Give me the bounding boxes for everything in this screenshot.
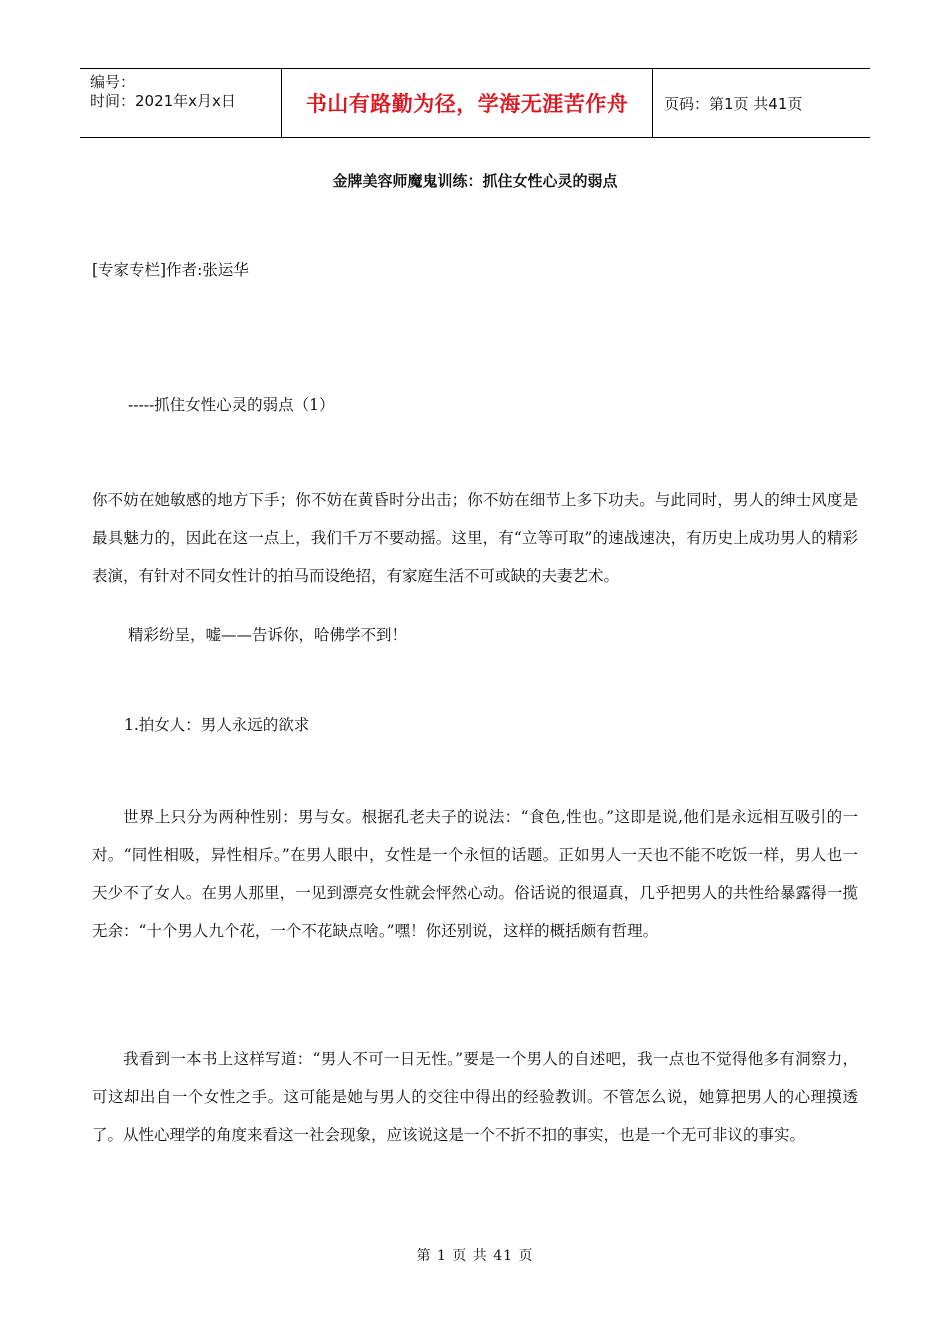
header-meta (90, 73, 280, 111)
header-page-info: 页码：第1页 共41页 (664, 94, 803, 113)
header-divider (652, 69, 653, 137)
byline: [专家专栏]作者:张运华 (92, 261, 249, 279)
time-label: 时间：2021年x月x日 (90, 92, 236, 110)
paragraph: 你不妨在她敏感的地方下手；你不妨在黄昏时分出击；你不妨在细节上多下功夫。与此同时，男人的绅士风度是最具魅力的，因此在这一点上，我们千万不要动摇。这里，有“立等可取”的速战速决，有历史上成功男人的精彩表演，有针对不同女性计的拍马而设绝招，有家庭生活不可或缺的夫妻艺术。 (92, 491, 858, 585)
paragraph: 世界上只分为两种性别：男与女。根据孔老夫子的说法：“食色,性也。”这即是说,他们是永远相互吸引的一对。“同性相吸，异性相斥。”在男人眼中，女性是一个永恒的话题。正如男人一天也不能不吃饭一样，男人也一天少不了女人。在男人那里，一见到漂亮女性就会怦然心动。俗话说的很逼真，几乎把男人的共性给暴露得一揽无余：“十个男人九个花，一个不花缺点啥。”嘿！你还别说，这样的概括颇有哲理。 (92, 808, 858, 940)
subtitle: -----抓住女性心灵的弱点（1） (128, 396, 335, 414)
number-label: 编号： (90, 73, 136, 91)
document-header (80, 68, 870, 138)
paragraph: 我看到一本书上这样写道：“男人不可一日无性。”要是一个男人的自述吧，我一点也不觉得他多有洞察力，可这却出自一个女性之手。这可能是她与男人的交往中得出的经验教训。不管怎么说，她算把男人的心理摸透了。从性心理学的角度来看这一社会现象，应该说这是一个不折不扣的事实，也是一个无可非议的事实。 (92, 1050, 858, 1144)
document-title: 金牌美容师魔鬼训练：抓住女性心灵的弱点 (332, 172, 618, 190)
header-motto: 书山有路勤为径，学海无涯苦作舟 (305, 92, 629, 116)
paragraph: 精彩纷呈，嘘——告诉你，哈佛学不到！ (128, 626, 408, 644)
section-heading: 1.拍女人：男人永远的欲求 (124, 716, 310, 734)
page-footer: 第 1 页 共 41 页 (416, 1248, 534, 1264)
